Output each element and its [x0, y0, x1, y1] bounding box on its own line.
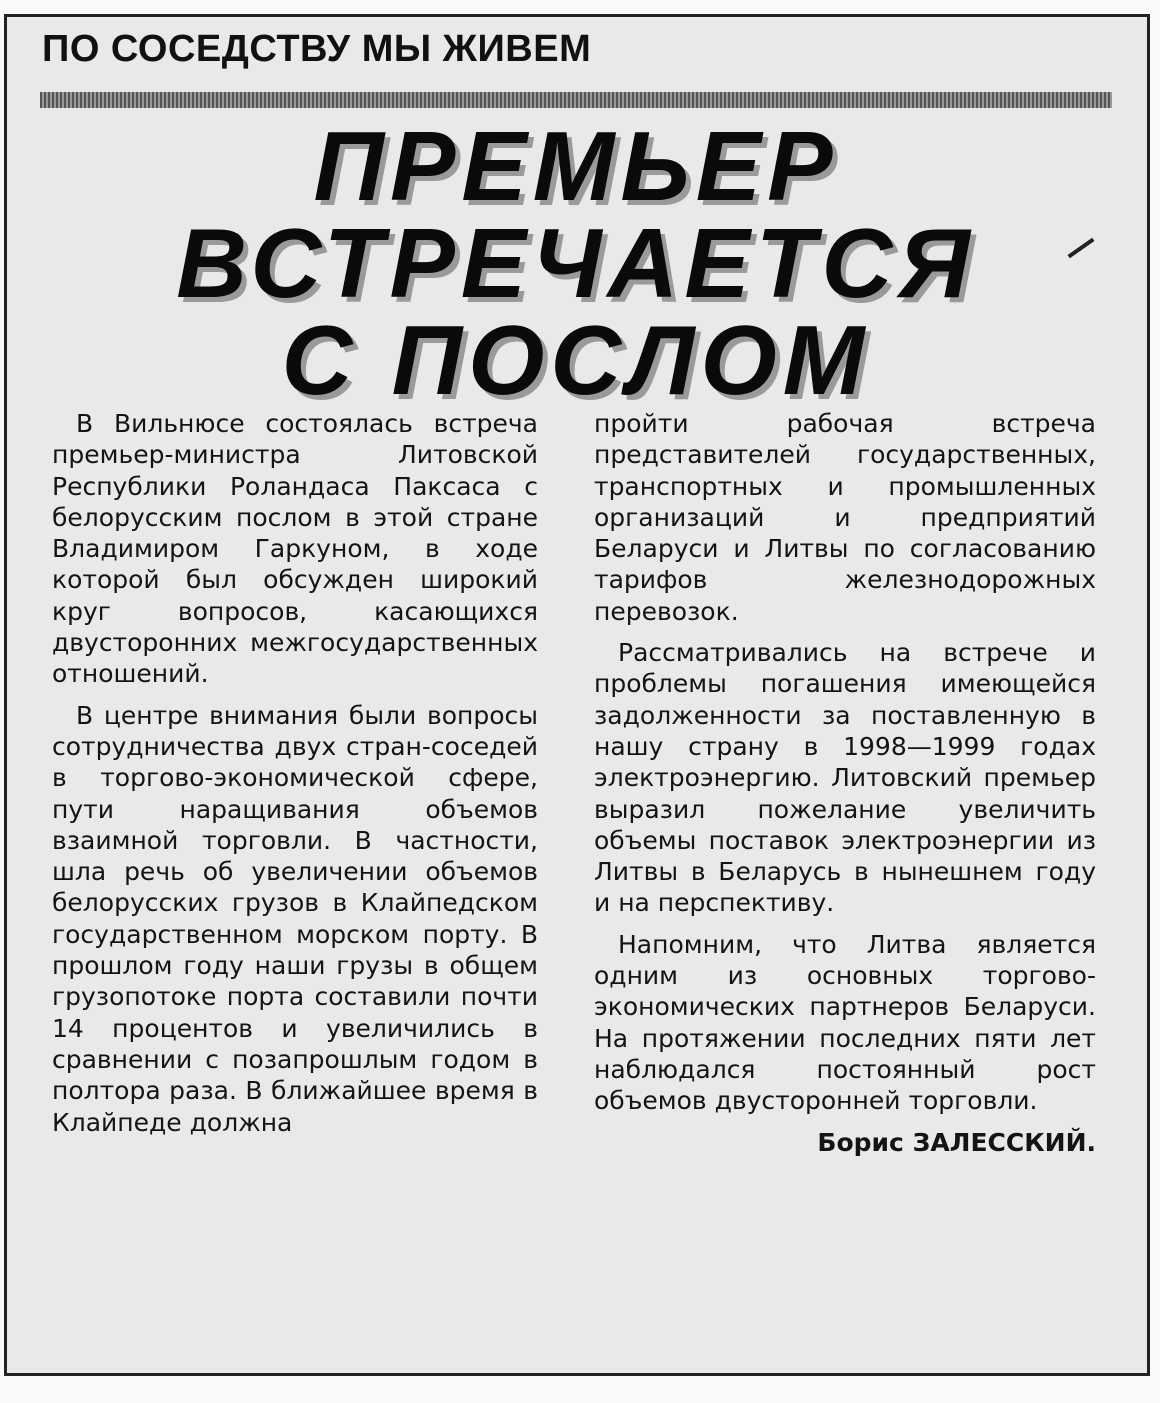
author-signature: Борис ЗАЛЕССКИЙ. [817, 1127, 1096, 1157]
rubric-title: ПО СОСЕДСТВУ МЫ ЖИВЕМ [42, 28, 592, 70]
article-column-right [594, 408, 1096, 1158]
article-column-left [52, 408, 538, 1148]
paragraph: Напомним, что Литва является одним из основных торгово-экономических партнеров Беларуси. На протяжении последних пяти лет наблюдался постоянный рост объемов двусторонней торговли. [594, 929, 1096, 1116]
headline [40, 111, 1112, 415]
headline-line-3: С ПОСЛОМ [281, 305, 871, 415]
headline-line-2: ВСТРЕЧАЕТСЯ [176, 208, 976, 318]
paragraph: Рассматривались на встрече и проблемы погашения имеющейся задолженности за поставленную в нашу страну в 1998—1999 годах электроэнергию. Литовский премьер выразил пожелание увеличить объемы поставок электроэнергии из Литвы в Беларусь в нынешнем году и на перспективу. [594, 638, 1096, 918]
paragraph: В Вильнюсе состоялась встреча премьер-министра Литовской Республики Роландаса Паксаса с белорусским послом в этой стране Владимиром Гаркуном, в ходе которой был обсужден широкий круг вопросов, касающихся двусторонних межгосударственных отношений. [52, 409, 538, 689]
paragraph: пройти рабочая встреча представителей государственных, транспортных и промышленных организаций и предприятий Беларуси и Литвы по согласованию тарифов железнодорожных перевозок. [594, 409, 1096, 626]
paragraph: В центре внимания были вопросы сотрудничества двух стран-соседей в торгово-экономической сфере, пути наращивания объемов взаимной торговли. В частности, шла речь об увеличении объемов белорусских грузов в Клайпедском государственном морском порту. В прошлом году наши грузы в общем грузопотоке порта составили почти 14 процентов и увеличились в сравнении с позапрошлым годом в полтора раза. В ближайшее время в Клайпеде должна [52, 700, 538, 1137]
headline-line-1: ПРЕМЬЕР [313, 111, 839, 221]
rubric-rule [40, 92, 1112, 108]
